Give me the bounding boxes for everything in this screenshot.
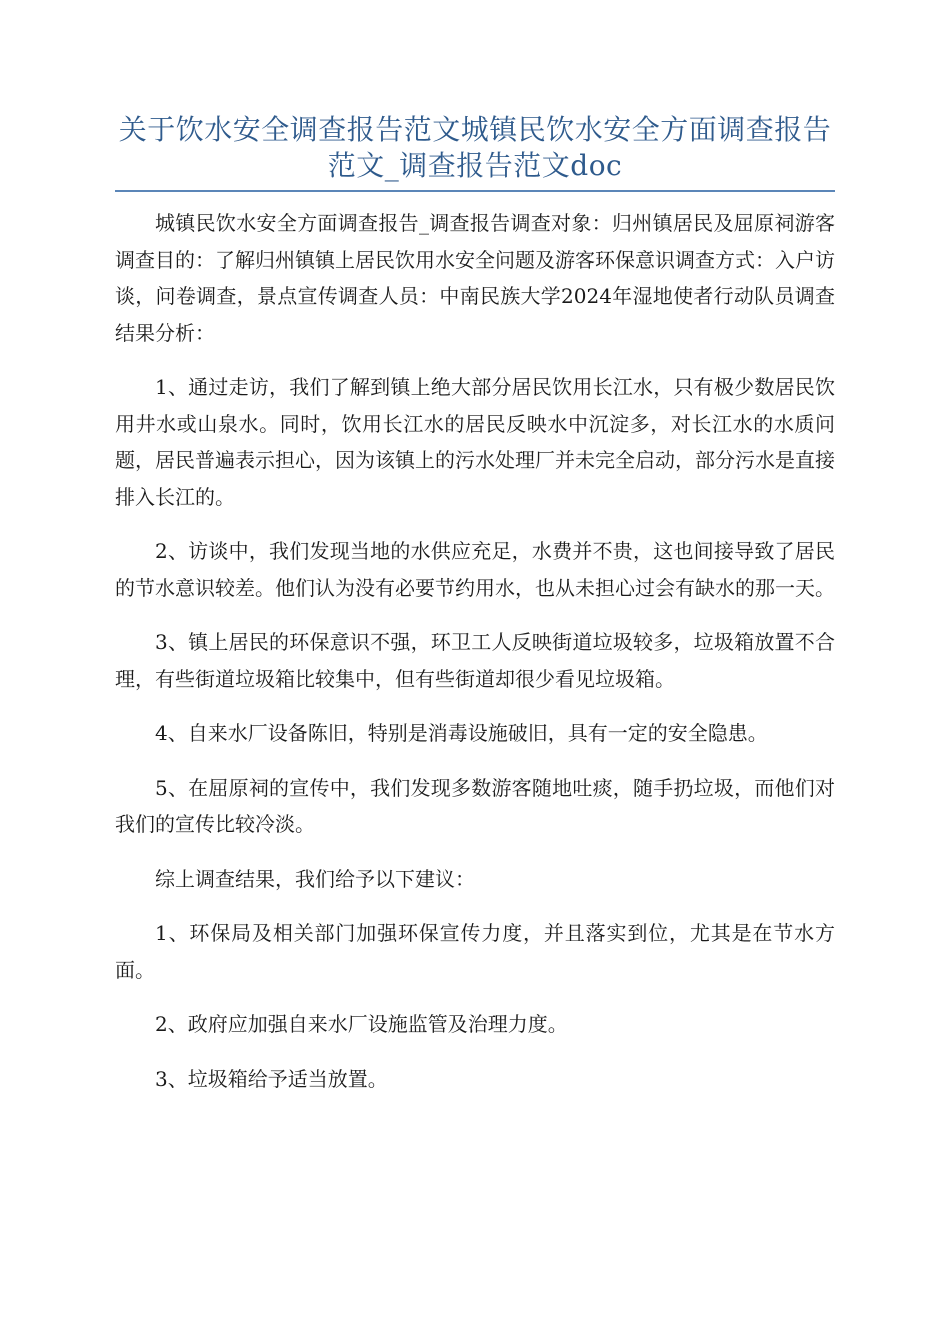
paragraph-summary: 综上调查结果，我们给予以下建议： <box>155 866 475 891</box>
paragraph-intro: 城镇民饮水安全方面调查报告_调查报告调查对象：归州镇居民及屈原祠游客调查目的：了解归州镇镇上居民饮用水安全问题及游客环保意识调查方式：入户访谈，问卷调查，景点宣传调查人员：中南民族大学2024年湿地使者行动队员调查结果分析： <box>115 211 835 345</box>
paragraph-finding-5: 5、在屈原祠的宣传中，我们发现多数游客随地吐痰，随手扔垃圾，而他们对我们的宣传比较冷淡。 <box>115 775 835 836</box>
title-underline <box>115 190 835 192</box>
paragraph-finding-3: 3、镇上居民的环保意识不强，环卫工人反映街道垃圾较多，垃圾箱放置不合理，有些街道垃圾箱比较集中，但有些街道却很少看见垃圾箱。 <box>115 630 835 691</box>
paragraph-suggestion-1: 1、环保局及相关部门加强环保宣传力度，并且落实到位，尤其是在节水方面。 <box>115 921 835 982</box>
paragraph-finding-2: 2、访谈中，我们发现当地的水供应充足，水费并不贵，这也间接导致了居民的节水意识较差。他们认为没有必要节约用水，也从未担心过会有缺水的那一天。 <box>115 539 835 600</box>
paragraph-finding-4: 4、自来水厂设备陈旧，特别是消毒设施破旧，具有一定的安全隐患。 <box>155 721 768 745</box>
paragraph-suggestion-2: 2、政府应加强自来水厂设施监管及治理力度。 <box>155 1012 568 1036</box>
document-title: 关于饮水安全调查报告范文城镇民饮水安全方面调查报告范文_调查报告范文doc <box>118 113 832 182</box>
document-body <box>115 205 835 1115</box>
paragraph-suggestion-3: 3、垃圾箱给予适当放置。 <box>155 1066 388 1091</box>
paragraph-finding-1: 1、通过走访，我们了解到镇上绝大部分居民饮用长江水，只有极少数居民饮用井水或山泉水。同时，饮用长江水的居民反映水中沉淀多，对长江水的水质问题，居民普遍表示担心，因为该镇上的污水处理厂并未完全启动，部分污水是直接排入长江的。 <box>115 375 835 509</box>
title-block <box>115 112 835 192</box>
